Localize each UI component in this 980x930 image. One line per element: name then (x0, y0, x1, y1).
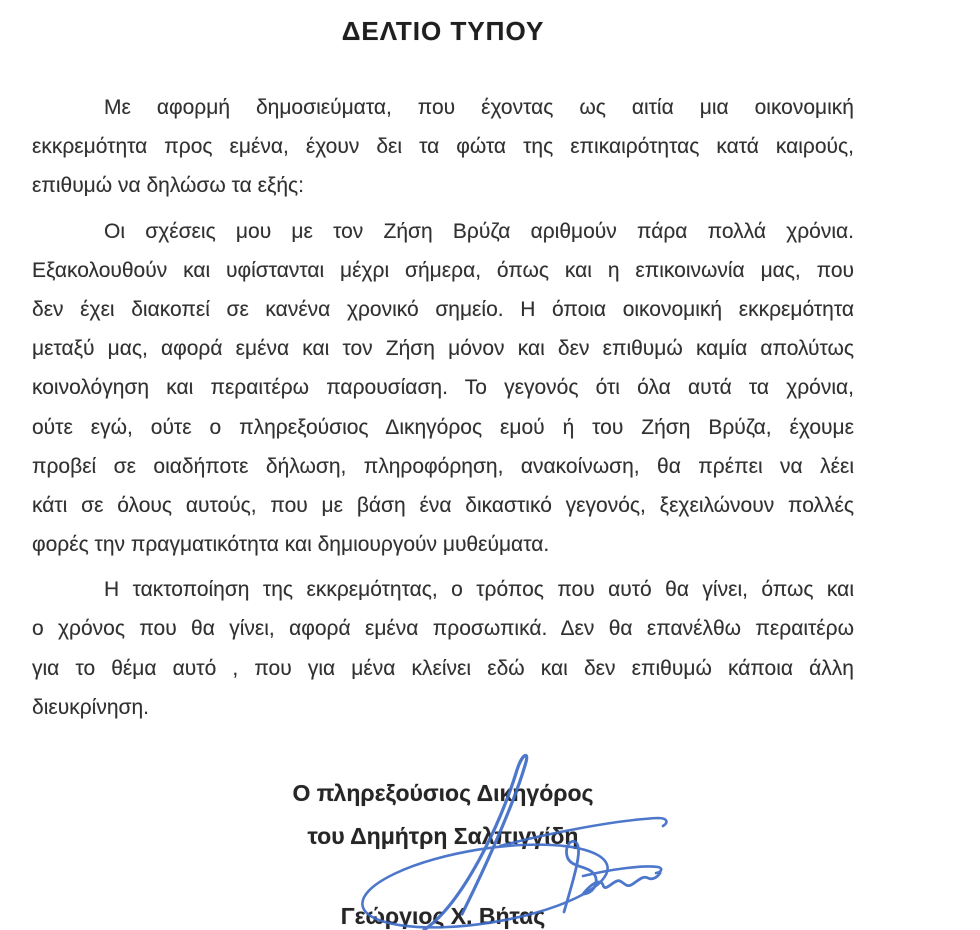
text-line: κοινολόγηση και περαιτέρω παρουσίαση. Το γεγονός ότι όλα αυτά τα χρόνια, (32, 376, 854, 400)
text-line: κάτι σε όλους αυτούς, που με βάση ένα δικαστικό γεγονός, ξεχειλώνουν πολλές (32, 493, 854, 517)
text-line: Η τακτοποίηση της εκκρεμότητας, ο τρόπος που αυτό θα γίνει, όπως και (104, 578, 854, 602)
text-line: Με αφορμή δημοσιεύματα, που έχοντας ως αιτία μια οικονομική (104, 96, 854, 119)
text-line: Οι σχέσεις μου με τον Ζήση Βρύζα αριθμούν πάρα πολλά χρόνια. (104, 219, 854, 243)
paragraph-1 (32, 88, 854, 206)
signature-role-line-2: του Δημήτρη Σαλπιγγίδη (307, 823, 579, 849)
text-line: ο χρόνος που θα γίνει, αφορά εμένα προσωπικά. Δεν θα επανέλθω περαιτέρω (32, 617, 854, 641)
text-line: φορές την πραγματικότητα και δημιουργούν μυθεύματα. (32, 533, 550, 557)
text-line: Εξακολουθούν και υφίστανται μέχρι σήμερα, όπως και η επικοινωνία μας, που (32, 258, 854, 282)
text-line: για το θέμα αυτό , που για μένα κλείνει εδώ και δεν επιθυμώ κάποια άλλη (32, 656, 854, 680)
text-line: προβεί σε οιαδήποτε δήλωση, πληροφόρηση, ανακοίνωση, θα πρέπει να λέει (32, 454, 854, 478)
document-title: ΔΕΛΤΙΟ ΤΥΠΟΥ (341, 16, 545, 46)
text-line: επιθυμώ να δηλώσω τα εξής: (32, 174, 304, 198)
paragraph-2 (32, 212, 854, 565)
signatory-name: Γεώργιος Χ. Βήτας (340, 903, 546, 929)
document-body (32, 88, 854, 727)
signature-role-line-1: Ο πληρεξούσιος Δικηγόρος (292, 780, 594, 806)
text-line: ούτε εγώ, ούτε ο πληρεξούσιος Δικηγόρος εμού ή του Ζήση Βρύζα, έχουμε (32, 415, 854, 439)
text-line: εκκρεμότητα προς εμένα, έχουν δει τα φώτα της επικαιρότητας κατά καιρούς, (32, 135, 854, 159)
text-line: διευκρίνηση. (32, 695, 149, 719)
text-line: μεταξύ μας, αφορά εμένα και τον Ζήση μόνον και δεν επιθυμώ καμία απολύτως (32, 337, 854, 361)
paragraph-3 (32, 570, 854, 727)
text-line: δεν έχει διακοπεί σε κανένα χρονικό σημείο. Η όποια οικονομική εκκρεμότητα (32, 297, 854, 321)
